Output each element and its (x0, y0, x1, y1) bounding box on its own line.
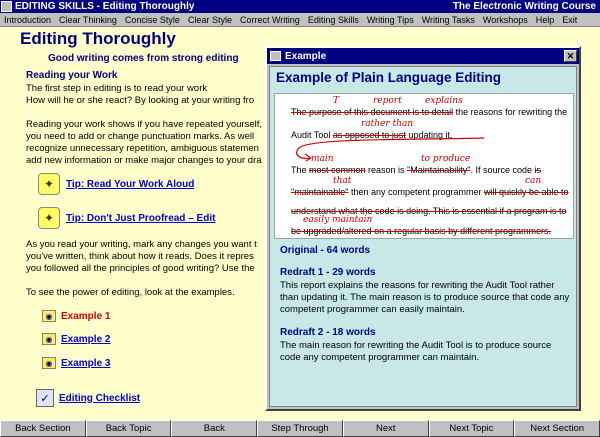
paragraph-line: The first step in editing is to read your work (26, 83, 208, 94)
paragraph-line: To see the power of editing, look at the examples. (26, 287, 235, 298)
edit-mark: rather than (361, 119, 414, 129)
example-3-link[interactable]: Example 3 (61, 357, 111, 369)
menu-editing-skills[interactable]: Editing Skills (307, 14, 359, 25)
redraft-1-heading: Redraft 1 - 29 words (280, 267, 376, 278)
redraft-1-text: This report explains the reasons for rewriting the Audit Tool rather than updating it. The main reason is to produce source that code any competent programmer can easily maintain. (280, 280, 570, 315)
editing-checklist[interactable] (36, 389, 140, 407)
magnifier-icon: ◉ (42, 310, 56, 322)
menu-introduction[interactable]: Introduction (4, 14, 52, 25)
back-button[interactable]: Back (171, 420, 257, 437)
page-title: Editing Thoroughly (20, 29, 176, 48)
app-icon[interactable] (1, 1, 12, 12)
checklist-icon: ✓ (36, 389, 54, 407)
edit-mark: main (311, 154, 334, 164)
navigation-bar (0, 420, 600, 437)
magnifier-icon: ◉ (42, 333, 56, 345)
example-window (265, 46, 581, 411)
edit-mark: T (333, 96, 340, 106)
next-topic-button[interactable]: Next Topic (429, 420, 515, 437)
tip-dont-just-proofread-link[interactable]: Tip: Don't Just Proofread – Edit (66, 212, 216, 224)
menu-concise-style[interactable]: Concise Style (124, 14, 180, 25)
step-through-button[interactable]: Step Through (257, 420, 343, 437)
menu-clear-thinking[interactable]: Clear Thinking (59, 14, 117, 25)
redraft-2-text: The main reason for rewriting the Audit Tool is to produce source code any competent programmer can maintain. (280, 340, 552, 363)
paragraph-line: As you read your writing, mark any changes you want t (26, 239, 257, 250)
example-window-title: Example (285, 50, 327, 62)
editing-checklist-link[interactable]: Editing Checklist (59, 392, 141, 404)
tip-read-aloud-link[interactable]: Tip: Read Your Work Aloud (66, 178, 195, 190)
edited-line-1: The purpose of this document is to detail the reasons for rewriting the (291, 107, 568, 117)
paragraph-line: you've written, think about how it reads. Does it repres (26, 251, 254, 262)
back-topic-button[interactable]: Back Topic (86, 420, 172, 437)
lightbulb-icon: ✦ (38, 207, 60, 229)
lightbulb-icon: ✦ (38, 173, 60, 195)
example-window-body (269, 66, 577, 407)
edit-mark: easily maintain (303, 215, 373, 225)
edited-line-3: The most common reason is "Maintainability". If source code is (291, 165, 542, 175)
magnifier-icon: ◉ (42, 357, 56, 369)
window-title: EDITING SKILLS - Editing Thoroughly (15, 1, 195, 12)
paragraph-line: add new information or make major changes to your dra (26, 155, 262, 166)
example-1[interactable] (42, 310, 110, 322)
edit-mark: can (525, 176, 542, 186)
example-heading: Example of Plain Language Editing (276, 70, 502, 85)
example-3[interactable] (42, 357, 110, 369)
menu-writing-tasks[interactable]: Writing Tasks (421, 14, 475, 25)
paragraph-line: you need to add or change punctuation marks. As well (26, 131, 255, 142)
edited-line-4: "maintainable" then any competent programmer will quickly be able to (291, 187, 569, 197)
example-2-link[interactable]: Example 2 (61, 333, 111, 345)
back-section-button[interactable]: Back Section (0, 420, 86, 437)
paragraph-line: How will he or she react? By looking at your writing fro (26, 95, 255, 106)
next-button[interactable]: Next (343, 420, 429, 437)
paragraph-line: Reading your work shows if you have repeated yourself, (26, 119, 263, 130)
menu-help[interactable]: Help (535, 14, 555, 25)
close-button[interactable]: ✕ (564, 50, 577, 62)
menu-workshops[interactable]: Workshops (482, 14, 528, 25)
app-name: The Electronic Writing Course (452, 1, 596, 12)
edited-line-6: be upgraded/altered on a regular basis by different programmers. (291, 226, 551, 236)
next-section-button[interactable]: Next Section (514, 420, 600, 437)
paragraph-line: recognize unnecessary repetition, ambiguous statemen (26, 143, 259, 154)
example-window-titlebar[interactable] (267, 48, 579, 64)
page-subtitle: Good writing comes from strong editing (48, 53, 239, 64)
edit-mark: that (333, 176, 352, 186)
original-word-count: Original - 64 words (280, 245, 371, 256)
paragraph-line: you followed all the principles of good writing? Use the (26, 263, 255, 274)
title-bar (0, 0, 600, 13)
menu-correct-writing[interactable]: Correct Writing (239, 14, 300, 25)
section-heading: Reading your Work (26, 70, 118, 81)
edited-line-2: Audit Tool as opposed to just updating it. (291, 130, 453, 140)
menu-bar (0, 13, 600, 27)
window-menu-icon[interactable] (270, 51, 281, 61)
edit-mark: explains (425, 96, 463, 106)
menu-exit[interactable]: Exit (562, 14, 578, 25)
edited-line-5: understand what the code is doing. This is essential if a program is to (291, 206, 567, 216)
example-2[interactable] (42, 333, 110, 345)
tip-dont-just-proofread[interactable] (38, 207, 215, 229)
edit-mark: report (373, 96, 402, 106)
menu-writing-tips[interactable]: Writing Tips (366, 14, 414, 25)
edited-document (274, 93, 574, 239)
redraft-2-heading: Redraft 2 - 18 words (280, 327, 376, 338)
tip-read-aloud[interactable] (38, 173, 194, 195)
edit-mark: to produce (421, 154, 471, 164)
lesson-content (0, 27, 270, 417)
example-1-link[interactable]: Example 1 (61, 310, 111, 322)
menu-clear-style[interactable]: Clear Style (187, 14, 232, 25)
